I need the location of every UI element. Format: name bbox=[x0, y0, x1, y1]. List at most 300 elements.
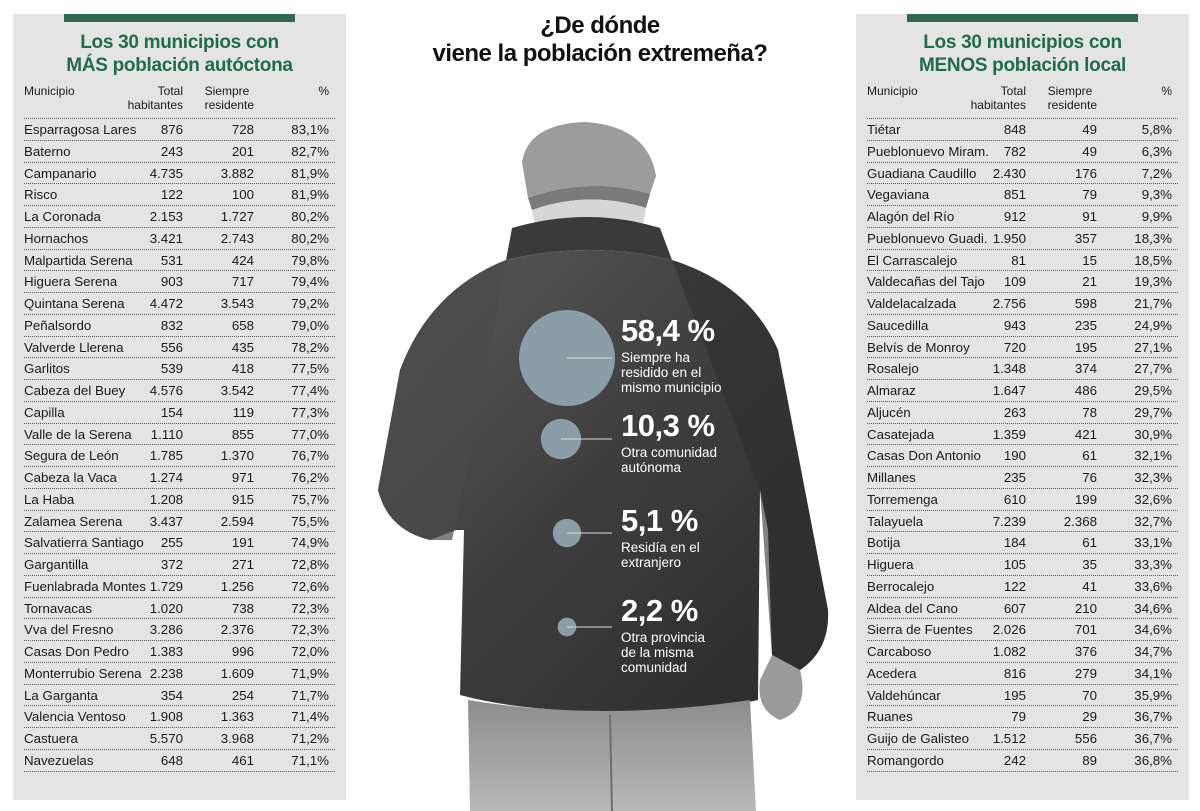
total-cell: 1.785 bbox=[149, 448, 183, 464]
municipio-cell: Carcaboso bbox=[867, 644, 932, 659]
total-cell: 1.729 bbox=[149, 578, 183, 594]
total-cell: 3.437 bbox=[149, 513, 183, 529]
municipio-cell: Aldea del Cano bbox=[867, 600, 958, 616]
percent-cell: 81,9% bbox=[291, 187, 329, 203]
municipio-cell: Esparragosa Lares bbox=[24, 122, 137, 137]
percent-cell: 81,9% bbox=[291, 165, 329, 181]
municipio-cell: La Garganta bbox=[24, 687, 98, 703]
total-cell: 943 bbox=[1003, 317, 1026, 333]
header-percent: % bbox=[1161, 84, 1172, 98]
residente-cell: 35 bbox=[1082, 557, 1097, 572]
table-row bbox=[867, 750, 1178, 772]
right-title-line1: Los 30 municipios con bbox=[923, 32, 1122, 53]
stat-label bbox=[621, 630, 751, 675]
municipio-cell: Casas Don Antonio bbox=[867, 448, 981, 464]
table-row bbox=[24, 532, 335, 554]
percent-cell: 77,5% bbox=[291, 361, 329, 377]
municipio-cell: Pueblonuevo Miram. bbox=[867, 143, 989, 159]
percent-cell: 75,5% bbox=[291, 513, 329, 529]
total-cell: 109 bbox=[1003, 274, 1026, 290]
table-row bbox=[24, 663, 335, 685]
percent-cell: 72,0% bbox=[291, 644, 329, 659]
table-row bbox=[24, 576, 335, 598]
percent-cell: 80,2% bbox=[291, 230, 329, 246]
stat-label-line: extranjero bbox=[621, 555, 682, 570]
total-cell: 4.735 bbox=[149, 165, 183, 181]
residente-cell: 738 bbox=[231, 600, 254, 616]
residente-cell: 915 bbox=[231, 491, 254, 507]
percent-cell: 76,7% bbox=[291, 448, 329, 464]
residente-cell: 210 bbox=[1074, 600, 1097, 616]
residente-cell: 435 bbox=[231, 339, 254, 355]
residente-cell: 1.609 bbox=[220, 665, 254, 681]
municipio-cell: Gargantilla bbox=[24, 557, 89, 572]
total-cell: 876 bbox=[160, 122, 183, 137]
residente-cell: 357 bbox=[1074, 230, 1097, 246]
residente-cell: 100 bbox=[231, 187, 254, 203]
municipio-cell: Tornavacas bbox=[24, 600, 92, 616]
residente-cell: 15 bbox=[1082, 252, 1097, 268]
residente-cell: 486 bbox=[1074, 383, 1097, 398]
municipio-cell: Fuenlabrada Montes bbox=[24, 578, 146, 594]
residente-cell: 598 bbox=[1074, 296, 1097, 311]
percent-cell: 19,3% bbox=[1134, 274, 1172, 290]
total-cell: 3.286 bbox=[149, 622, 183, 638]
total-cell: 1.908 bbox=[149, 709, 183, 725]
total-cell: 7.239 bbox=[992, 513, 1026, 529]
percent-cell: 6,3% bbox=[1141, 143, 1172, 159]
residente-cell: 421 bbox=[1074, 426, 1097, 442]
municipio-cell: Garlitos bbox=[24, 361, 70, 377]
residente-cell: 235 bbox=[1074, 317, 1097, 333]
percent-cell: 77,3% bbox=[291, 404, 329, 420]
header-municipio: Municipio bbox=[867, 84, 918, 98]
residente-cell: 418 bbox=[231, 361, 254, 377]
header-percent: % bbox=[318, 84, 329, 98]
percent-cell: 32,6% bbox=[1134, 491, 1172, 507]
municipio-cell: Valdelacalzada bbox=[867, 296, 957, 311]
header-total-line1: Total bbox=[1000, 84, 1026, 98]
total-cell: 903 bbox=[160, 274, 183, 290]
total-cell: 255 bbox=[160, 535, 183, 551]
percent-cell: 34,6% bbox=[1134, 600, 1172, 616]
header-res-line1: Siempre bbox=[204, 84, 250, 98]
table-row bbox=[24, 337, 335, 359]
municipio-cell: Higuera Serena bbox=[24, 274, 118, 290]
municipio-cell: La Haba bbox=[24, 491, 75, 507]
municipio-cell: Casas Don Pedro bbox=[24, 644, 129, 659]
residente-cell: 3.882 bbox=[220, 165, 254, 181]
residente-cell: 658 bbox=[231, 317, 254, 333]
stat-label-line: autónoma bbox=[621, 460, 682, 475]
percent-cell: 75,7% bbox=[291, 491, 329, 507]
percent-cell: 5,8% bbox=[1141, 122, 1172, 137]
total-cell: 848 bbox=[1003, 122, 1026, 137]
municipio-cell: Monterrubio Serena bbox=[24, 665, 142, 681]
stat-label-line: de la misma bbox=[621, 645, 694, 660]
total-cell: 912 bbox=[1003, 209, 1026, 224]
total-cell: 195 bbox=[1003, 687, 1026, 703]
municipio-cell: Cabeza del Buey bbox=[24, 383, 126, 398]
table-row bbox=[24, 250, 335, 272]
stat-label-line: Otra provincia bbox=[621, 630, 706, 645]
residente-cell: 701 bbox=[1074, 622, 1097, 638]
total-cell: 122 bbox=[1003, 578, 1026, 594]
residente-cell: 424 bbox=[231, 252, 254, 268]
percent-cell: 33,1% bbox=[1134, 535, 1172, 551]
total-cell: 242 bbox=[1003, 752, 1026, 768]
municipio-cell: Peñalsordo bbox=[24, 317, 92, 333]
total-cell: 607 bbox=[1003, 600, 1026, 616]
table-row bbox=[24, 358, 335, 380]
stat-label bbox=[621, 540, 751, 570]
percent-cell: 71,1% bbox=[291, 752, 329, 768]
total-cell: 190 bbox=[1003, 448, 1026, 464]
municipio-cell: Baterno bbox=[24, 143, 71, 159]
header-total-line1: Total bbox=[157, 84, 183, 98]
percent-cell: 77,4% bbox=[291, 383, 329, 398]
total-cell: 1.950 bbox=[992, 230, 1026, 246]
total-cell: 531 bbox=[160, 252, 183, 268]
percent-cell: 83,1% bbox=[291, 122, 329, 137]
table-row bbox=[867, 271, 1178, 293]
percent-cell: 9,3% bbox=[1141, 187, 1172, 203]
residente-cell: 201 bbox=[231, 143, 254, 159]
table-row bbox=[867, 554, 1178, 576]
table-row bbox=[867, 445, 1178, 467]
percent-cell: 33,6% bbox=[1134, 578, 1172, 594]
municipio-cell: Torremenga bbox=[867, 491, 938, 507]
header-residente bbox=[1048, 84, 1097, 112]
table-row bbox=[867, 598, 1178, 620]
right-title-line2: MENOS población local bbox=[919, 55, 1126, 76]
municipio-cell: Campanario bbox=[24, 165, 97, 181]
residente-cell: 374 bbox=[1074, 361, 1097, 377]
table-row bbox=[24, 750, 335, 772]
municipio-cell: Belvís de Monroy bbox=[867, 339, 970, 355]
residente-cell: 91 bbox=[1082, 209, 1097, 224]
municipio-cell: Romangordo bbox=[867, 752, 944, 768]
right-table-rows bbox=[867, 119, 1178, 772]
table-row bbox=[24, 619, 335, 641]
total-cell: 720 bbox=[1003, 339, 1026, 355]
municipio-cell: Quintana Serena bbox=[24, 296, 125, 311]
percent-cell: 36,7% bbox=[1134, 731, 1172, 746]
table-row bbox=[24, 554, 335, 576]
total-cell: 154 bbox=[160, 404, 183, 420]
table-row bbox=[24, 467, 335, 489]
table-row bbox=[24, 380, 335, 402]
percent-cell: 34,6% bbox=[1134, 622, 1172, 638]
left-table-panel bbox=[13, 14, 346, 800]
residente-cell: 2.743 bbox=[220, 230, 254, 246]
residente-cell: 996 bbox=[231, 644, 254, 659]
total-cell: 1.208 bbox=[149, 491, 183, 507]
residente-cell: 1.256 bbox=[220, 578, 254, 594]
stat-label-line: comunidad bbox=[621, 660, 688, 675]
percent-cell: 27,1% bbox=[1134, 339, 1172, 355]
municipio-cell: Malpartida Serena bbox=[24, 252, 133, 268]
table-row bbox=[24, 206, 335, 228]
table-row bbox=[24, 184, 335, 206]
left-column-headers bbox=[24, 82, 335, 119]
header-res-line2: residente bbox=[1047, 98, 1097, 112]
residente-cell: 2.376 bbox=[220, 622, 254, 638]
stat-value: 10,3 % bbox=[621, 408, 715, 443]
percent-cell: 72,8% bbox=[291, 557, 329, 572]
table-row bbox=[24, 598, 335, 620]
residente-cell: 49 bbox=[1082, 143, 1097, 159]
table-row bbox=[867, 641, 1178, 663]
table-row bbox=[24, 445, 335, 467]
table-row bbox=[867, 358, 1178, 380]
municipio-cell: Talayuela bbox=[867, 513, 924, 529]
total-cell: 5.570 bbox=[149, 731, 183, 746]
residente-cell: 49 bbox=[1082, 122, 1097, 137]
total-cell: 816 bbox=[1003, 665, 1026, 681]
table-row bbox=[867, 663, 1178, 685]
percent-cell: 36,7% bbox=[1134, 709, 1172, 725]
left-table-title bbox=[24, 31, 335, 77]
total-cell: 2.238 bbox=[149, 665, 183, 681]
municipio-cell: Casatejada bbox=[867, 426, 935, 442]
total-cell: 354 bbox=[160, 687, 183, 703]
percent-cell: 71,2% bbox=[291, 731, 329, 746]
total-cell: 3.421 bbox=[149, 230, 183, 246]
municipio-cell: Pueblonuevo Guadi. bbox=[867, 230, 988, 246]
residente-cell: 271 bbox=[231, 557, 254, 572]
total-cell: 1.348 bbox=[992, 361, 1026, 377]
stat-value: 2,2 % bbox=[621, 593, 698, 628]
residente-cell: 2.368 bbox=[1063, 513, 1097, 529]
municipio-cell: Guijo de Galisteo bbox=[867, 731, 969, 746]
percent-cell: 78,2% bbox=[291, 339, 329, 355]
percent-cell: 79,4% bbox=[291, 274, 329, 290]
residente-cell: 76 bbox=[1082, 470, 1097, 485]
municipio-cell: Alagón del Río bbox=[867, 209, 955, 224]
municipio-cell: Cabeza la Vaca bbox=[24, 470, 117, 485]
percent-cell: 21,7% bbox=[1134, 296, 1172, 311]
percent-cell: 18,5% bbox=[1134, 252, 1172, 268]
residente-cell: 29 bbox=[1082, 709, 1097, 725]
percent-cell: 72,3% bbox=[291, 600, 329, 616]
percent-cell: 72,3% bbox=[291, 622, 329, 638]
table-row bbox=[24, 163, 335, 185]
table-row bbox=[867, 489, 1178, 511]
municipio-cell: Guadiana Caudillo bbox=[867, 165, 977, 181]
total-cell: 610 bbox=[1003, 491, 1026, 507]
total-cell: 1.647 bbox=[992, 383, 1026, 398]
percent-cell: 33,3% bbox=[1134, 557, 1172, 572]
residente-cell: 855 bbox=[231, 426, 254, 442]
residente-cell: 3.968 bbox=[220, 731, 254, 746]
stat-label-line: Siempre ha bbox=[621, 350, 691, 365]
percent-cell: 74,9% bbox=[291, 535, 329, 551]
municipio-cell: Vegaviana bbox=[867, 187, 930, 203]
stat-label-line: residido en el bbox=[621, 365, 702, 380]
total-cell: 1.359 bbox=[992, 426, 1026, 442]
main-title-line2: viene la población extremeña? bbox=[432, 40, 768, 67]
residente-cell: 1.363 bbox=[220, 709, 254, 725]
total-cell: 122 bbox=[160, 187, 183, 203]
table-row bbox=[24, 315, 335, 337]
table-row bbox=[867, 206, 1178, 228]
percent-cell: 79,0% bbox=[291, 317, 329, 333]
right-table-panel bbox=[856, 14, 1189, 800]
residente-cell: 1.727 bbox=[220, 209, 254, 224]
municipio-cell: Valencia Ventoso bbox=[24, 709, 126, 725]
table-row bbox=[867, 163, 1178, 185]
table-row bbox=[867, 380, 1178, 402]
residente-cell: 191 bbox=[231, 535, 254, 551]
percent-cell: 71,7% bbox=[291, 687, 329, 703]
municipio-cell: Vva del Fresno bbox=[24, 622, 114, 638]
stat-label-line: Otra comunidad bbox=[621, 445, 718, 460]
total-cell: 1.512 bbox=[992, 731, 1026, 746]
residente-cell: 3.543 bbox=[220, 296, 254, 311]
table-row bbox=[867, 424, 1178, 446]
percent-cell: 29,5% bbox=[1134, 383, 1172, 398]
elderly-man-jacket-photo-illustration bbox=[360, 110, 840, 811]
table-row bbox=[867, 250, 1178, 272]
residente-cell: 61 bbox=[1082, 448, 1097, 464]
residente-cell: 61 bbox=[1082, 535, 1097, 551]
total-cell: 4.472 bbox=[149, 296, 183, 311]
table-row bbox=[867, 685, 1178, 707]
table-row bbox=[24, 228, 335, 250]
percent-cell: 71,9% bbox=[291, 665, 329, 681]
header-municipio: Municipio bbox=[24, 84, 75, 98]
table-row bbox=[24, 402, 335, 424]
percent-cell: 77,0% bbox=[291, 426, 329, 442]
total-cell: 235 bbox=[1003, 470, 1026, 485]
table-row bbox=[24, 141, 335, 163]
percent-cell: 29,7% bbox=[1134, 404, 1172, 420]
stat-value: 5,1 % bbox=[621, 503, 698, 538]
percent-cell: 82,7% bbox=[291, 143, 329, 159]
municipio-cell: Castuera bbox=[24, 731, 78, 746]
table-row bbox=[24, 641, 335, 663]
right-column-headers bbox=[867, 82, 1178, 119]
percent-cell: 18,3% bbox=[1134, 230, 1172, 246]
total-cell: 1.383 bbox=[149, 644, 183, 659]
total-cell: 782 bbox=[1003, 143, 1026, 159]
table-row bbox=[867, 119, 1178, 141]
residente-cell: 79 bbox=[1082, 187, 1097, 203]
residente-cell: 199 bbox=[1074, 491, 1097, 507]
residente-cell: 41 bbox=[1082, 578, 1097, 594]
residente-cell: 70 bbox=[1082, 687, 1097, 703]
residente-cell: 717 bbox=[231, 274, 254, 290]
total-cell: 1.020 bbox=[149, 600, 183, 616]
table-row bbox=[24, 489, 335, 511]
stat-label-line: Residía en el bbox=[621, 540, 700, 555]
left-title-line2: MÁS población autóctona bbox=[66, 55, 293, 76]
table-row bbox=[867, 728, 1178, 750]
stat-label-line: mismo municipio bbox=[621, 380, 722, 395]
total-cell: 263 bbox=[1003, 404, 1026, 420]
residente-cell: 728 bbox=[231, 122, 254, 137]
table-row bbox=[867, 619, 1178, 641]
residente-cell: 195 bbox=[1074, 339, 1097, 355]
municipio-cell: Hornachos bbox=[24, 230, 89, 246]
table-row bbox=[24, 271, 335, 293]
percent-cell: 80,2% bbox=[291, 209, 329, 224]
header-res-line2: residente bbox=[204, 98, 254, 112]
total-cell: 851 bbox=[1003, 187, 1026, 203]
municipio-cell: Zalamea Serena bbox=[24, 513, 123, 529]
municipio-cell: Aljucén bbox=[867, 404, 911, 420]
total-cell: 79 bbox=[1011, 709, 1026, 725]
total-cell: 1.274 bbox=[149, 470, 183, 485]
stat-label bbox=[621, 445, 751, 475]
main-title-line1: ¿De dónde bbox=[540, 12, 660, 39]
total-cell: 556 bbox=[160, 339, 183, 355]
total-cell: 81 bbox=[1011, 252, 1026, 268]
municipio-cell: Rosalejo bbox=[867, 361, 919, 377]
municipio-cell: Tiétar bbox=[867, 122, 901, 137]
header-residente bbox=[205, 84, 254, 112]
municipio-cell: Valle de la Serena bbox=[24, 426, 132, 442]
percent-cell: 34,1% bbox=[1134, 665, 1172, 681]
percent-cell: 72,6% bbox=[291, 578, 329, 594]
percent-cell: 32,7% bbox=[1134, 513, 1172, 529]
residente-cell: 254 bbox=[231, 687, 254, 703]
municipio-cell: Ruanes bbox=[867, 709, 913, 725]
percent-cell: 35,9% bbox=[1134, 687, 1172, 703]
table-row bbox=[867, 467, 1178, 489]
table-row bbox=[24, 706, 335, 728]
table-row bbox=[867, 511, 1178, 533]
header-total bbox=[971, 84, 1026, 112]
total-cell: 184 bbox=[1003, 535, 1026, 551]
total-cell: 1.082 bbox=[992, 644, 1026, 659]
municipio-cell: Segura de León bbox=[24, 448, 119, 464]
total-cell: 4.576 bbox=[149, 383, 183, 398]
table-row bbox=[867, 576, 1178, 598]
table-row bbox=[867, 337, 1178, 359]
residente-cell: 89 bbox=[1082, 752, 1097, 768]
header-res-line1: Siempre bbox=[1047, 84, 1093, 98]
municipio-cell: Sierra de Fuentes bbox=[867, 622, 973, 638]
municipio-cell: Berrocalejo bbox=[867, 578, 935, 594]
residente-cell: 176 bbox=[1074, 165, 1097, 181]
table-row bbox=[24, 685, 335, 707]
table-row bbox=[24, 728, 335, 750]
total-cell: 105 bbox=[1003, 557, 1026, 572]
residente-cell: 2.594 bbox=[220, 513, 254, 529]
residente-cell: 279 bbox=[1074, 665, 1097, 681]
residente-cell: 119 bbox=[232, 404, 254, 420]
table-row bbox=[867, 315, 1178, 337]
municipio-cell: El Carrascalejo bbox=[867, 252, 958, 268]
residente-cell: 21 bbox=[1082, 274, 1097, 290]
municipio-cell: Almaraz bbox=[867, 383, 916, 398]
header-total-line2: habitantes bbox=[127, 98, 183, 112]
municipio-cell: Saucedilla bbox=[867, 317, 929, 333]
table-row bbox=[867, 532, 1178, 554]
municipio-cell: Salvatierra Santiago bbox=[24, 535, 144, 551]
percent-cell: 76,2% bbox=[291, 470, 329, 485]
table-row bbox=[24, 424, 335, 446]
residente-cell: 971 bbox=[231, 470, 254, 485]
percent-cell: 79,2% bbox=[291, 296, 329, 311]
table-row bbox=[867, 184, 1178, 206]
municipio-cell: Botija bbox=[867, 535, 901, 551]
municipio-cell: Risco bbox=[24, 187, 58, 203]
percent-cell: 71,4% bbox=[291, 709, 329, 725]
total-cell: 648 bbox=[160, 752, 183, 768]
